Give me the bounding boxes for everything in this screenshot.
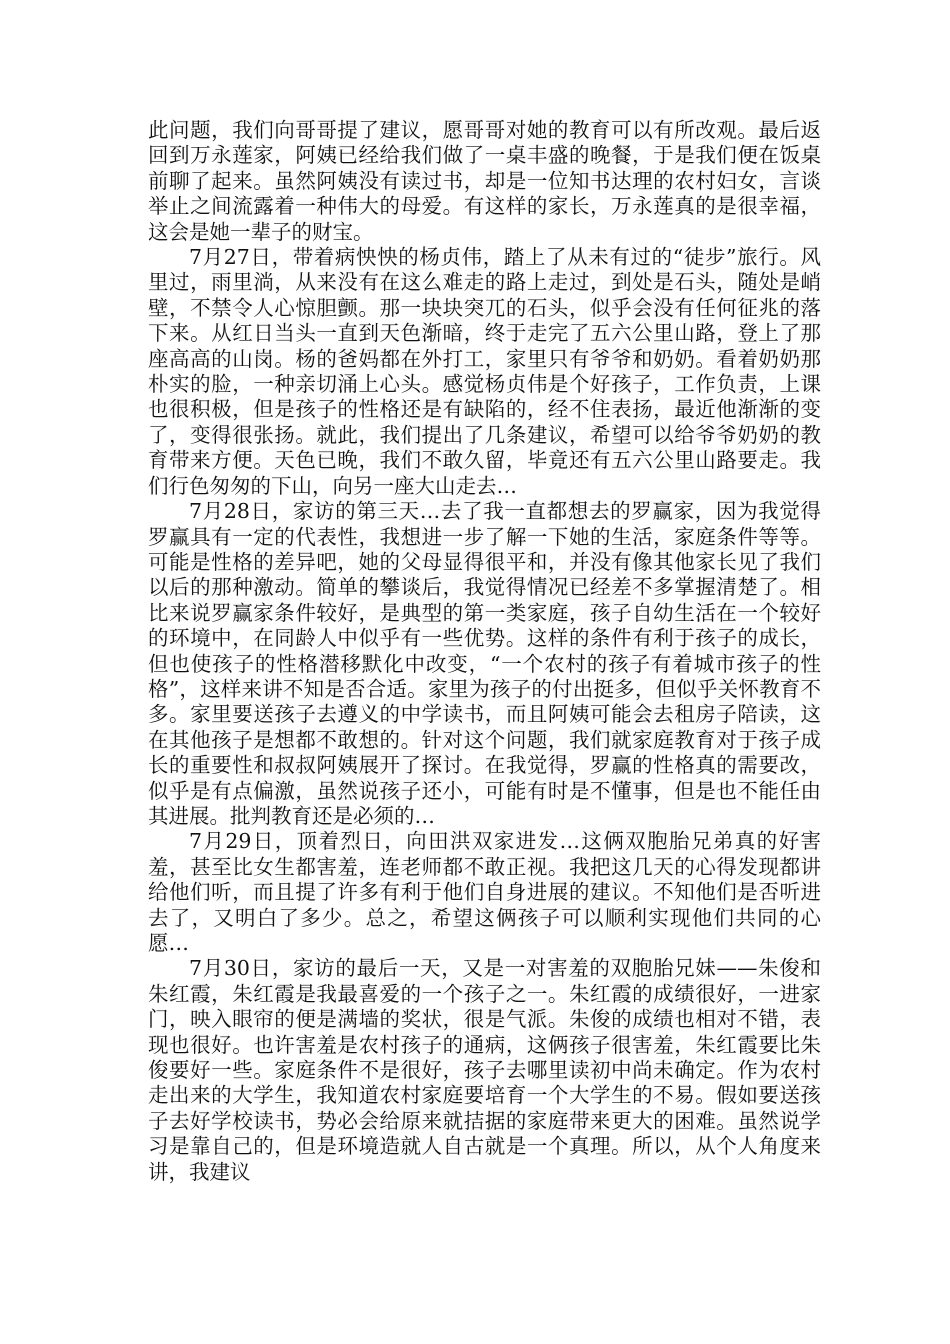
paragraph-5: 7月30日，家访的最后一天，又是一对害羞的双胞胎兄妹——朱俊和朱红霞，朱红霞是我最喜爱的一个孩子之一。朱红霞的成绩很好，一进家门，映入眼帘的便是满墙的奖状，很是气派。朱俊的成绩也相对不错，表现也很好。也许害羞是农村孩子的通病，这俩孩子很害羞，朱红霞要比朱俊要好一些。家庭条件不是很好，孩子去哪里读初中尚未确定。作为农村走出来的大学生，我知道农村家庭要培育一个大学生的不易。假如要送孩子去好学校读书，势必会给原来就拮据的家庭带来更大的困难。虽然说学习是靠自己的，但是环境造就人自古就是一个真理。所以，从个人角度来讲，我建议 [148,956,821,1184]
paragraph-3: 7月28日，家访的第三天…去了我一直都想去的罗赢家，因为我觉得罗赢具有一定的代表性，我想进一步了解一下她的生活，家庭条件等等。可能是性格的差异吧，她的父母显得很平和，并没有像其他家长见了我们以后的那种激动。简单的攀谈后，我觉得情况已经差不多掌握清楚了。相比来说罗赢家条件较好，是典型的第一类家庭，孩子自幼生活在一个较好的环境中，在同龄人中似乎有一些优势。这样的条件有利于孩子的成长，但也使孩子的性格潜移默化中改变，“一个农村的孩子有着城市孩子的性格”，这样来讲不知是否合适。家里为孩子的付出挺多，但似乎关怀教育不多。家里要送孩子去遵义的中学读书，而且阿姨可能会去租房子陪读，这在其他孩子是想都不敢想的。针对这个问题，我们就家庭教育对于孩子成长的重要性和叔叔阿姨展开了探讨。在我觉得，罗赢的性格真的需要改，似乎是有点偏激，虽然说孩子还小，可能有时是不懂事，但是也不能任由其进展。批判教育还是必须的… [148,499,821,828]
paragraph-1: 此问题，我们向哥哥提了建议，愿哥哥对她的教育可以有所改观。最后返回到万永莲家，阿姨已经给我们做了一桌丰盛的晚餐，于是我们便在饭桌前聊了起来。虽然阿姨没有读过书，却是一位知书达理的农村妇女，言谈举止之间流露着一种伟大的母爱。有这样的家长，万永莲真的是很幸福，这会是她一辈子的财宝。 [148,118,821,244]
document-page [148,118,821,1185]
paragraph-4: 7月29日，顶着烈日，向田洪双家进发…这俩双胞胎兄弟真的好害羞，甚至比女生都害羞，连老师都不敢正视。我把这几天的心得发现都讲给他们听，而且提了许多有利于他们自身进展的建议。不知他们是否听进去了，又明白了多少。总之，希望这俩孩子可以顺利实现他们共同的心愿… [148,829,821,955]
paragraph-2: 7月27日，带着病怏怏的杨贞伟，踏上了从未有过的“徒步”旅行。风里过，雨里淌，从来没有在这么难走的路上走过，到处是石头，随处是峭壁，不禁令人心惊胆颤。那一块块突兀的石头，似乎会没有任何征兆的落下来。从红日当头一直到天色渐暗，终于走完了五六公里山路，登上了那座高高的山岗。杨的爸妈都在外打工，家里只有爷爷和奶奶。看着奶奶那朴实的脸，一种亲切涌上心头。感觉杨贞伟是个好孩子，工作负责，上课也很积极，但是孩子的性格还是有缺陷的，经不住表扬，最近他渐渐的变了，变得很张扬。就此，我们提出了几条建议，希望可以给爷爷奶奶的教育带来方便。天色已晚，我们不敢久留，毕竟还有五六公里山路要走。我们行色匆匆的下山，向另一座大山走去… [148,245,821,498]
